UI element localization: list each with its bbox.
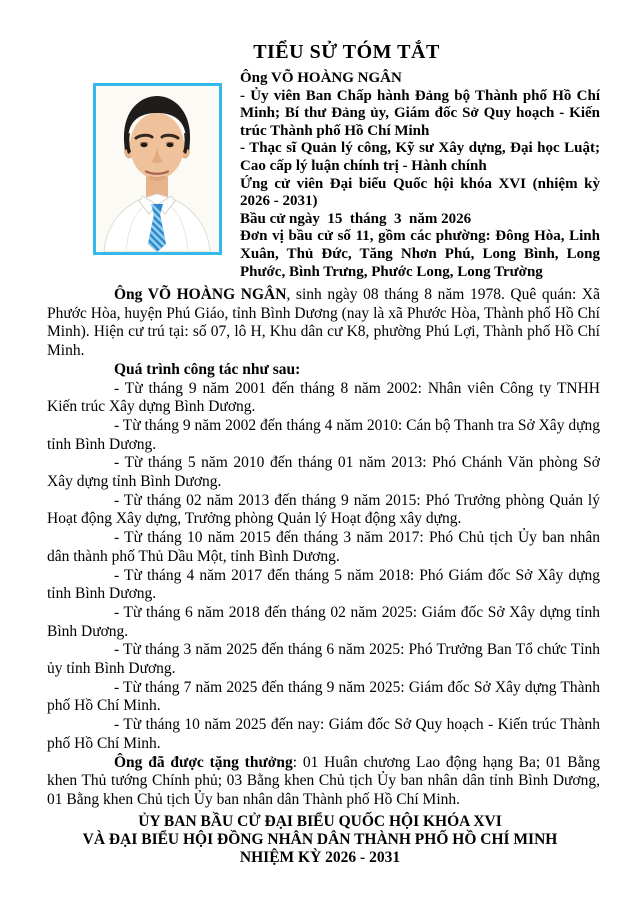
career-item: - Từ tháng 9 năm 2001 đến tháng 8 năm 2002: Nhân viên Công ty TNHH Kiến trúc Xây dựng Bình Dương. — [47, 379, 600, 416]
career-item: - Từ tháng 10 năm 2025 đến nay: Giám đốc Sở Quy hoạch - Kiến trúc Thành phố Hồ Chí Minh. — [47, 716, 600, 752]
career-heading: Quá trình công tác như sau: — [114, 360, 301, 378]
biography-body — [47, 286, 600, 810]
page-title: TIỂU SỬ TÓM TẮT — [253, 41, 440, 63]
career-item: - Từ tháng 02 năm 2013 đến tháng 9 năm 2015: Phó Trưởng phòng Quản lý Hoạt động Xây dựng, Trưởng phòng Quản lý Hoạt động xây dựng. — [47, 491, 600, 528]
bio-intro-name: Ông VÕ HOÀNG NGÂN — [114, 286, 287, 303]
bio-intro-text: , sinh ngày 08 tháng 8 năm 1978. Quê quán: Xã Phước Hòa, huyện Phú Giáo, tỉnh Bình Dương (nay là xã Phước Hòa, Thành phố Hồ Chí Minh). Hiện cư trú tại: số 07, lô H, Khu dân cư K8, phường Phú Lợi, Thành phố Hồ Chí Minh. — [47, 286, 600, 360]
career-item: - Từ tháng 9 năm 2002 đến tháng 4 năm 2010: Cán bộ Thanh tra Sở Xây dựng tỉnh Bình Dương. — [47, 416, 600, 453]
issuing-authority — [0, 813, 640, 867]
constituency-line: Đơn vị bầu cử số 11, gồm các phường: Đông Hòa, Linh Xuân, Thủ Đức, Tăng Nhơn Phú, Long Bình, Long Phước, Bình Trưng, Phước Long, Long Trường — [240, 228, 600, 280]
portrait-image — [96, 86, 219, 252]
bio-intro-paragraph — [47, 286, 600, 361]
footer-line-1: ỦY BAN BẦU CỬ ĐẠI BIỂU QUỐC HỘI KHÓA XVI — [138, 813, 502, 830]
candidate-position: - Ủy viên Ban Chấp hành Đảng bộ Thành phố Hồ Chí Minh; Bí thư Đảng ủy, Giám đốc Sở Quy hoạch - Kiến trúc Thành phố Hồ Chí Minh — [240, 87, 600, 139]
awards-text: : 01 Huân chương Lao động hạng Ba; 01 Bằng khen Thủ tướng Chính phủ; 03 Bằng khen Chủ tịch Ủy ban nhân dân tỉnh Bình Dương, 01 Bằng khen Chủ tịch Ủy ban nhân dân Thành phố Hồ Chí Minh. — [47, 753, 601, 808]
career-item: - Từ tháng 7 năm 2025 đến tháng 9 năm 2025: Giám đốc Sở Xây dựng Thành phố Hồ Chí Minh. — [47, 678, 600, 715]
footer-line-3: NHIỆM KỲ 2026 - 2031 — [239, 849, 401, 866]
footer-line-2: VÀ ĐẠI BIỂU HỘI ĐỒNG NHÂN DÂN THÀNH PHỐ HỒ CHÍ MINH — [82, 831, 558, 848]
career-item: - Từ tháng 5 năm 2010 đến tháng 01 năm 2013: Phó Chánh Văn phòng Sở Xây dựng tỉnh Bình Dương. — [47, 454, 600, 491]
candidate-education: - Thạc sĩ Quản lý công, Kỹ sư Xây dựng, Đại học Luật; Cao cấp lý luận chính trị - Hành chính — [240, 140, 600, 174]
candidate-name: Ông VÕ HOÀNG NGÂN — [240, 70, 402, 86]
career-item: - Từ tháng 3 năm 2025 đến tháng 6 năm 2025: Phó Trưởng Ban Tổ chức Tỉnh ủy tỉnh Bình Dương. — [47, 641, 600, 678]
career-item: - Từ tháng 6 năm 2018 đến tháng 02 năm 2025: Giám đốc Sở Xây dựng tỉnh Bình Dương. — [47, 603, 600, 640]
career-item: - Từ tháng 10 năm 2015 đến tháng 3 năm 2017: Phó Chủ tịch Ủy ban nhân dân thành phố Thủ Dầu Một, tỉnh Bình Dương. — [47, 529, 600, 565]
election-date-line: Bầu cử ngày 15 tháng 3 năm 2026 — [240, 210, 472, 227]
awards-paragraph — [47, 754, 600, 810]
candidacy-line: Ứng cử viên Đại biểu Quốc hội khóa XVI (nhiệm kỳ 2026 - 2031) — [240, 175, 600, 210]
awards-lead: Ông đã được tặng thưởng — [114, 753, 293, 771]
career-item: - Từ tháng 4 năm 2017 đến tháng 5 năm 2018: Phó Giám đốc Sở Xây dựng tỉnh Bình Dương. — [47, 566, 600, 603]
candidate-summary — [240, 70, 600, 281]
candidate-photo — [93, 83, 222, 255]
